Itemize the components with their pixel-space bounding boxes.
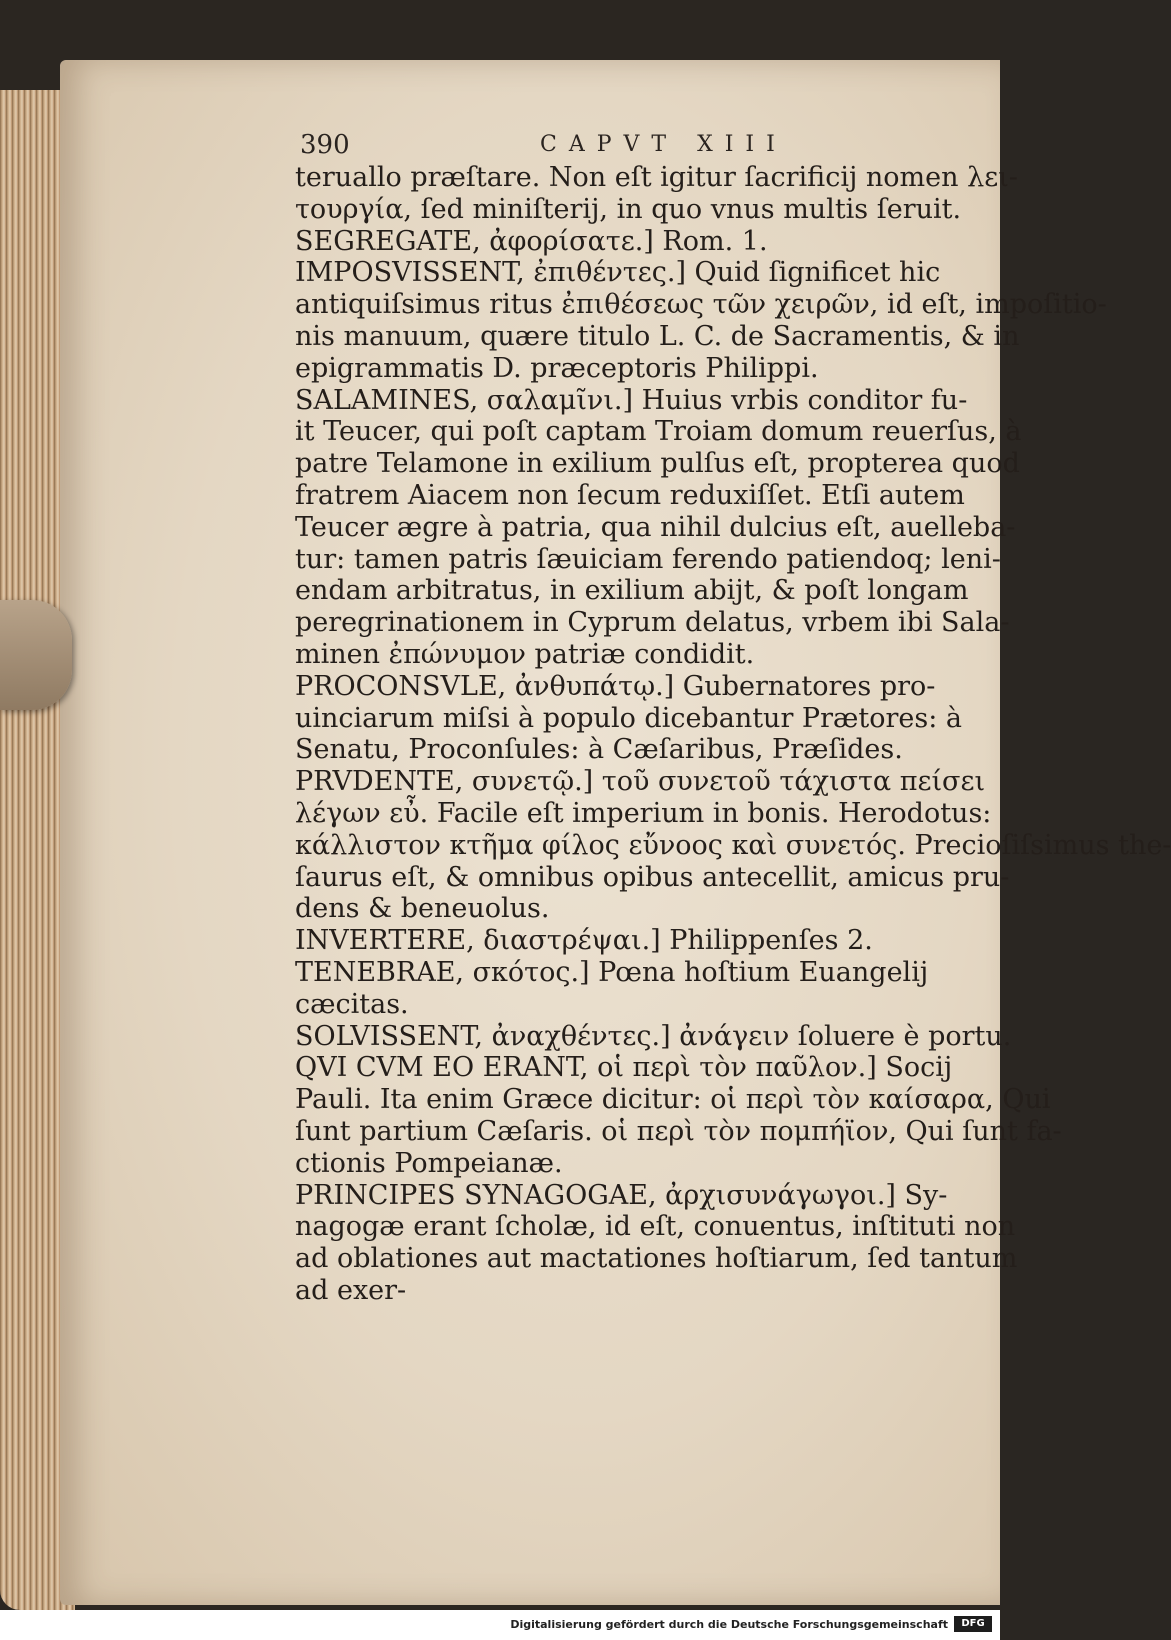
text-line: ad exer-	[295, 1274, 407, 1306]
text-line: INVERTERE, διαστρέψαι.] Philippenſes 2.	[295, 925, 873, 957]
text-line: SEGREGATE, ἀφορίσατε.] Rom. 1.	[295, 225, 768, 257]
text-line: ctionis Pompeianæ.	[295, 1147, 563, 1179]
dfg-logo: DFG	[954, 1616, 992, 1632]
text-line: endam arbitratus, in exilium abijt, & poſt longam	[295, 575, 969, 607]
text-line: epigrammatis D. præceptoris Philippi.	[295, 352, 819, 384]
text-line: nagogæ erant ſcholæ, id eſt, conuentus, inſtituti non	[295, 1211, 1016, 1243]
text-line: tur: tamen patris ſæuiciam ferendo patiendoq; leni-	[295, 543, 1001, 575]
text-line: antiquiſsimus ritus ἐπιθέσεως τῶν χειρῶν, id eſt, impoſitio-	[295, 289, 1107, 321]
text-line: ſunt partium Cæſaris. οἱ περὶ τὸν πομπήϊον, Qui ſunt fa-	[295, 1115, 1062, 1147]
text-line: PROCONSVLE, ἀνθυπάτῳ.] Gubernatores pro-	[295, 670, 936, 702]
page-body-text	[295, 162, 1171, 1307]
text-line: TENEBRAE, σκότος.] Pœna hoſtium Euangelij	[295, 956, 929, 988]
text-line: PRINCIPES SYNAGOGAE, ἀρχισυνάγωγοι.] Sy-	[295, 1179, 948, 1211]
text-line: Pauli. Ita enim Græce dicitur: οἱ περὶ τὸν καίσαρα, Qui	[295, 1084, 1051, 1116]
text-line: uinciarum miſsi à populo dicebantur Prætores: à	[295, 702, 963, 734]
text-line: ad oblationes aut mactationes hoſtiarum, ſed tantum	[295, 1243, 1018, 1275]
text-line: Teucer ægre à patria, qua nihil dulcius eſt, auelleba-	[295, 511, 1016, 543]
text-line: SALAMINES, σαλαμῖνι.] Huius vrbis conditor fu-	[295, 384, 968, 416]
text-line: PRVDENTE, συνετῷ.] τοῦ συνετοῦ τάχιστα πείσει	[295, 766, 986, 798]
book-clasp	[0, 600, 72, 710]
text-line: Senatu, Proconſules: à Cæſaribus, Præſides.	[295, 734, 903, 766]
text-line: κάλλιστον κτῆμα φίλος εὔνοος καὶ συνετός. Precioſiſsimus the-	[295, 829, 1171, 861]
text-line: it Teucer, qui poſt captam Troiam domum reuerſus, à	[295, 416, 1022, 448]
text-line: minen ἐπώνυμον patriæ condidit.	[295, 638, 755, 670]
funding-credit: Digitalisierung gefördert durch die Deutsche Forschungsgemeinschaft	[510, 1618, 948, 1631]
text-line: peregrinationem in Cyprum delatus, vrbem ibi Sala-	[295, 607, 1010, 639]
text-line: fratrem Aiacem non ſecum reduxiſſet. Etſi autem	[295, 479, 965, 511]
page-number: 390	[300, 130, 350, 160]
text-line: λέγων εὖ. Facile eſt imperium in bonis. Herodotus:	[295, 797, 992, 829]
digitization-footer	[0, 1610, 1000, 1640]
page-header	[300, 130, 840, 164]
text-line: dens & beneuolus.	[295, 893, 550, 925]
running-head: CAPVT XIII	[540, 132, 787, 157]
text-line: SOLVISSENT, ἀναχθέντες.] ἀνάγειν ſoluere è portu.	[295, 1020, 1012, 1052]
text-line: teruallo præſtare. Non eſt igitur ſacrificij nomen λει-	[295, 162, 1018, 193]
text-line: cæcitas.	[295, 988, 409, 1020]
text-line: ſaurus eſt, & omnibus opibus antecellit, amicus pru-	[295, 861, 1010, 893]
text-line: QVI CVM EO ERANT, οἱ περὶ τὸν παῦλον.] Socij	[295, 1052, 953, 1084]
text-line: nis manuum, quære titulo L. C. de Sacramentis, & in	[295, 320, 1020, 352]
text-line: τουργία, ſed miniſterij, in quo vnus multis ſeruit.	[295, 193, 962, 225]
text-line: patre Telamone in exilium pulſus eſt, propterea quod	[295, 448, 1020, 480]
text-line: IMPOSVISSENT, ἐπιθέντες.] Quid ſignificet hic	[295, 257, 941, 289]
